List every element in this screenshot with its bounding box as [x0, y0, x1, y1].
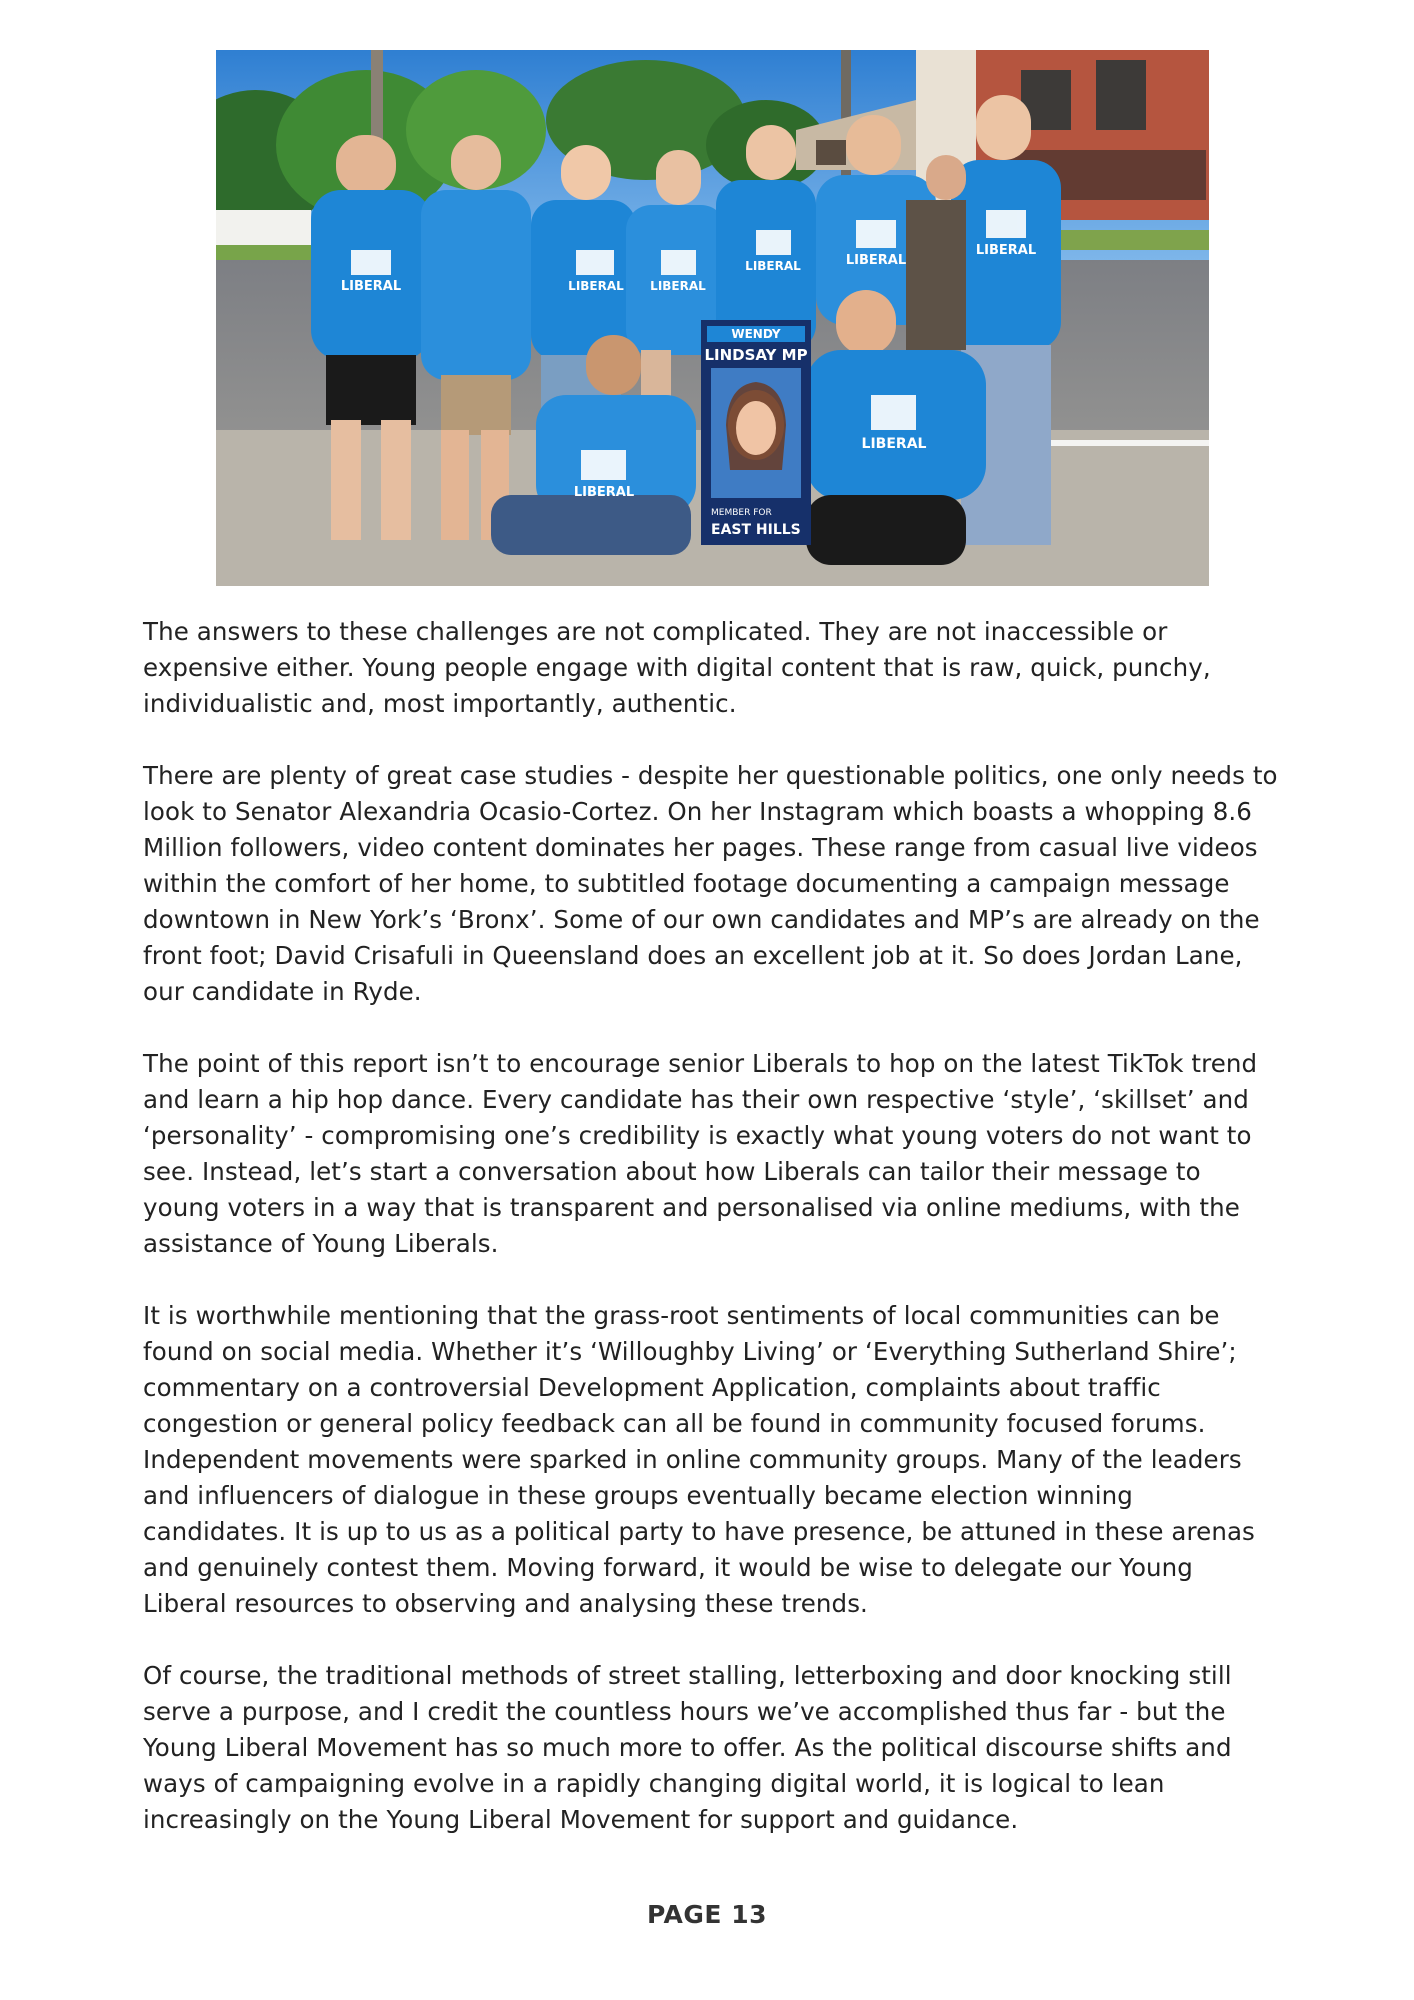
shirt-text: LIBERAL [745, 259, 801, 273]
road-marking [1036, 440, 1209, 446]
paragraph-answers: The answers to these challenges are not complicated. They are not inaccessible or expensive either. Young people engage with digital content that is raw, quick, punchy, individualistic and, most importantly, authentic. [143, 617, 1211, 718]
sign-name: LINDSAY MP [704, 346, 808, 364]
sign-first-name: WENDY [731, 327, 781, 341]
grass-verge [1056, 230, 1209, 250]
shirt-text: LIBERAL [650, 279, 706, 293]
paragraph-case-studies: There are plenty of great case studies - despite her questionable politics, one only needs to look to Senator Alexandria Ocasio-Cortez. On her Instagram which boasts a whopping 8.6 Million followers, video content dominates her pages. These range from casual live videos within the comfort of her home, to subtitled footage documenting a campaign message downtown in New York’s ‘Bronx’. Some of our own candidates and MP’s are already on the front foot; David Crisafuli in Queensland does an excellent job at it. So does Jordan Lane, our candidate in Ryde. [143, 761, 1278, 1006]
paragraph-grass-roots: It is worthwhile mentioning that the grass-root sentiments of local communities can be found on social media. Whether it’s ‘Willoughby Living’ or ‘Everything Sutherland Shire’; commentary on a controversial Development Application, complaints about traffic congestion or general policy feedback can all be found in community focused forums. Independent movements were sparked in online community groups. Many of the leaders and influencers of dialogue in these groups eventually became election winning candidates. It is up to us as a political party to have presence, be attuned in these arenas and genuinely contest them. Moving forward, it would be wise to delegate our Young Liberal resources to observing and analysing these trends. [143, 1301, 1255, 1618]
page-number: PAGE 13 [647, 1900, 767, 1929]
paragraph-point-of-report: The point of this report isn’t to encourage senior Liberals to hop on the latest TikTok trend and learn a hip hop dance. Every candidate has their own respective ‘style’, ‘skillset’ and ‘personality’ - compromising one’s credibility is exactly what young voters do not want to see. Instead, let’s start a conversation about how Liberals can tailor their message to young voters in a way that is transparent and personalised via online mediums, with the assistance of Young Liberals. [143, 1049, 1258, 1258]
shirt-text: LIBERAL [845, 253, 907, 268]
shirt-text: LIBERAL [861, 436, 927, 452]
shirt-text: LIBERAL [975, 243, 1037, 258]
shirt-text: LIBERAL [340, 279, 402, 294]
article-body [143, 614, 1283, 1874]
campaign-sign [701, 320, 811, 545]
sign-member-for: MEMBER FOR [711, 508, 772, 518]
sign-electorate: EAST HILLS [711, 522, 801, 538]
group-photo [216, 50, 1209, 586]
shirt-text: LIBERAL [568, 279, 624, 293]
shirt-text: LIBERAL [573, 485, 635, 500]
group-photo-illustration [216, 50, 1209, 586]
paragraph-traditional-methods: Of course, the traditional methods of street stalling, letterboxing and door knocking still serve a purpose, and I credit the countless hours we’ve accomplished thus far - but the Young Liberal Movement has so much more to offer. As the political discourse shifts and ways of campaigning evolve in a rapidly changing digital world, it is logical to lean increasingly on the Young Liberal Movement for support and guidance. [143, 1661, 1232, 1834]
